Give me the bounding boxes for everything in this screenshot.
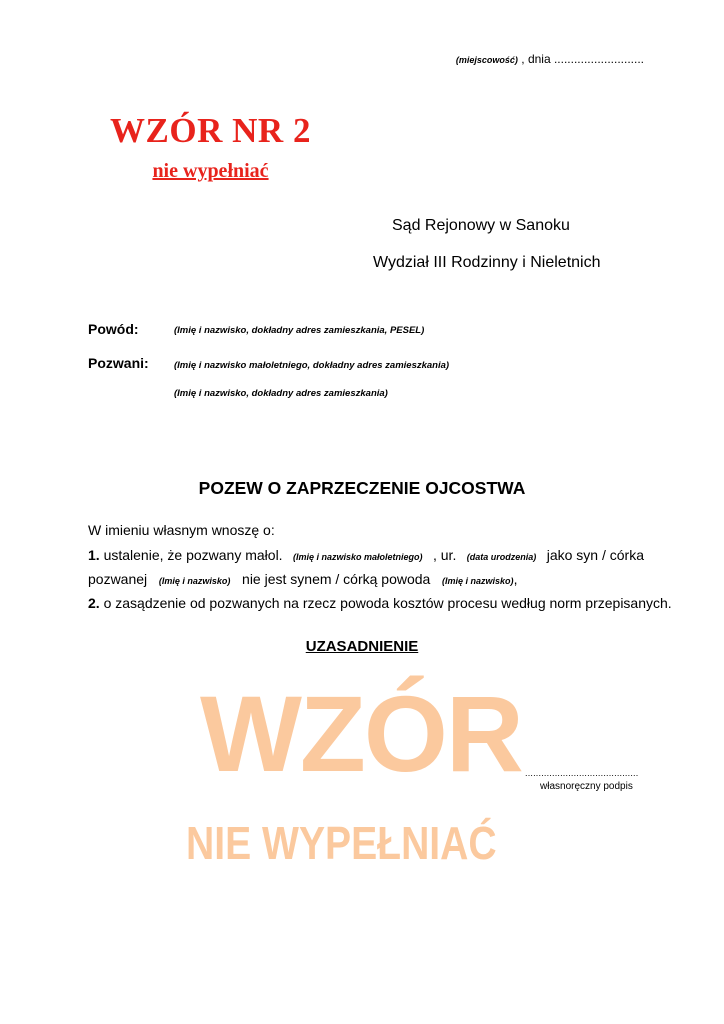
document-title: POZEW O ZAPRZECZENIE OJCOSTWA — [198, 478, 526, 498]
justification-heading: UZASADNIENIE — [305, 638, 419, 655]
court-name: Sąd Rejonowy w Sanoku — [392, 217, 570, 234]
mother-name-hint: (Imię i nazwisko) — [158, 576, 231, 586]
claim-intro: W imieniu własnym wnoszę o: — [88, 522, 275, 538]
signature-line: .......................................... — [525, 768, 639, 778]
point-1-text-c: jako syn / córka — [546, 547, 644, 563]
plaintiff-hint: (Imię i nazwisko, dokładny adres zamieszkania, PESEL) — [174, 325, 425, 336]
defendants-label: Pozwani: — [88, 355, 149, 371]
point-1-text-d: pozwanej — [88, 571, 148, 587]
defendant-mother-hint: (Imię i nazwisko, dokładny adres zamieszkania) — [174, 388, 388, 399]
claim-point-1-line-2 — [88, 571, 644, 587]
point-1-text-a: ustalenie, że pozwany małol. — [103, 547, 283, 563]
date-text: , dnia ........................... — [521, 52, 644, 66]
minor-name-hint: (Imię i nazwisko małoletniego) — [293, 552, 423, 562]
place-date-line — [456, 52, 644, 66]
plaintiff-label: Powód: — [88, 321, 139, 337]
signature-label: własnoręczny podpis — [540, 781, 633, 792]
do-not-fill-note: nie wypełniać — [152, 160, 269, 182]
claim-point-1-line-1 — [88, 547, 644, 563]
point-1-text-f: , — [513, 571, 518, 587]
watermark-template: WZÓR — [200, 673, 522, 794]
place-hint: (miejscowość) — [455, 55, 518, 65]
birth-date-hint: (data urodzenia) — [466, 552, 537, 562]
template-title: WZÓR NR 2 — [110, 111, 311, 150]
point-number-1: 1. — [88, 547, 100, 563]
court-department: Wydział III Rodzinny i Nieletnich — [373, 254, 601, 271]
point-1-text-e: nie jest synem / córką powoda — [242, 571, 431, 587]
defendant-minor-hint: (Imię i nazwisko małoletniego, dokładny adres zamieszkania) — [174, 360, 450, 371]
father-name-hint: (Imię i nazwisko) — [442, 576, 514, 586]
point-2-text: o zasądzenie od pozwanych na rzecz powoda kosztów procesu według norm przepisanych. — [103, 595, 672, 611]
watermark-do-not-fill: NIE WYPEŁNIAĆ — [186, 817, 497, 869]
claim-point-2 — [88, 595, 672, 611]
point-1-text-b: , ur. — [432, 547, 457, 563]
point-number-2: 2. — [88, 595, 100, 611]
